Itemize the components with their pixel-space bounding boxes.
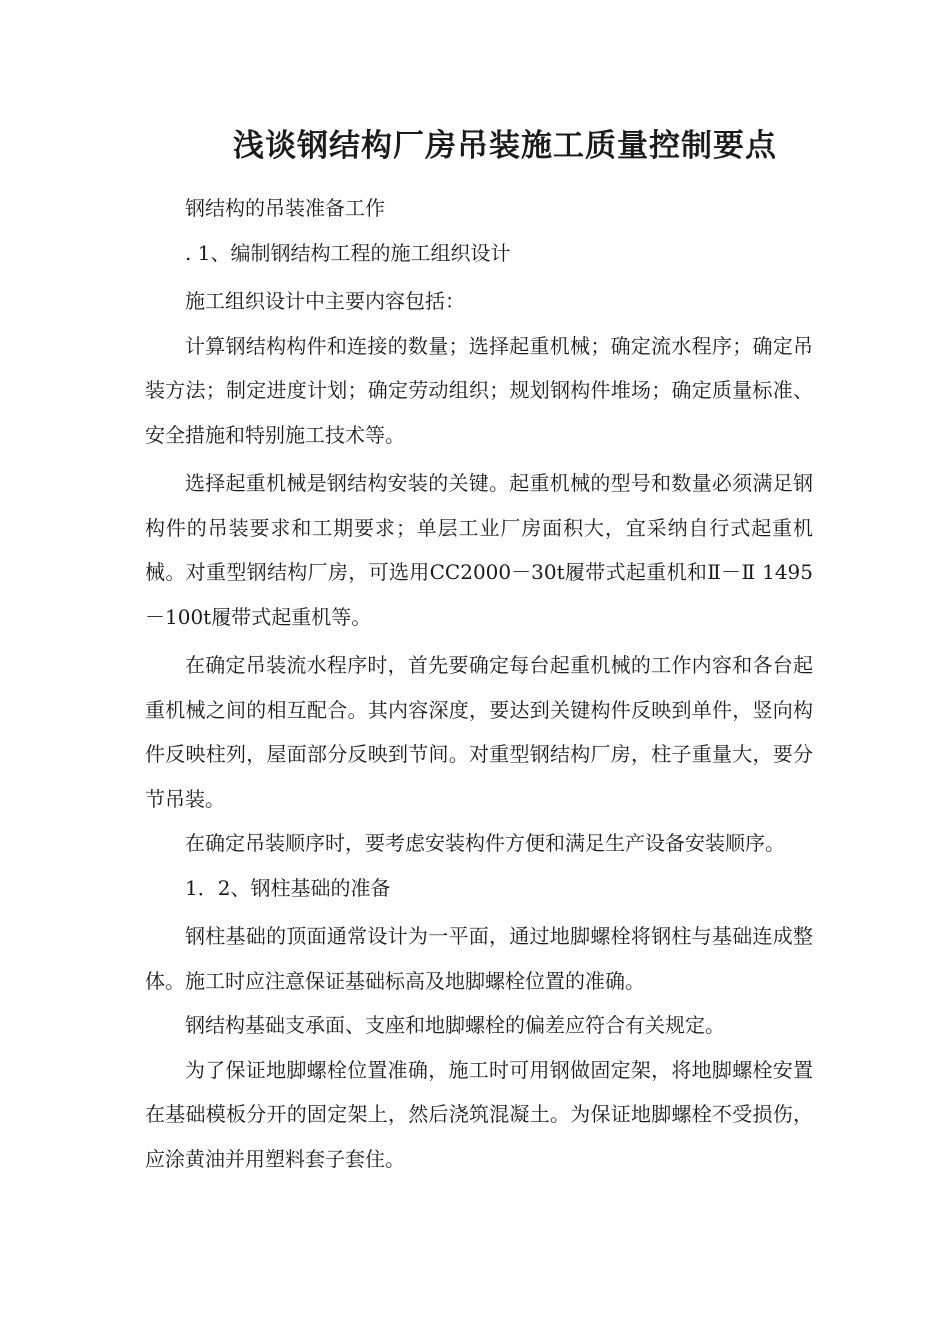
paragraph: 钢结构基础支承面、支座和地脚螺栓的偏差应符合有关规定。: [185, 1013, 725, 1037]
paragraph: 在确定吊装顺序时，要考虑安装构件方便和满足生产设备安装顺序。: [185, 831, 785, 855]
document-body: [145, 186, 813, 1181]
paragraph: 钢柱基础的顶面通常设计为一平面，通过地脚螺栓将钢柱与基础连成整体。施工时应注意保证基础标高及地脚螺栓位置的准确。: [145, 924, 813, 993]
page-title: 浅谈钢结构厂房吊装施工质量控制要点: [233, 128, 777, 164]
paragraph: 在确定吊装流水程序时，首先要确定每台起重机械的工作内容和各台起重机械之间的相互配合。其内容深度，要达到关键构件反映到单件，竖向构件反映柱列，屋面部分反映到节间。对重型钢结构厂房，柱子重量大，要分节吊装。: [145, 653, 813, 811]
paragraph: . 1、编制钢结构工程的施工组织设计: [185, 240, 511, 265]
paragraph: 为了保证地脚螺栓位置准确，施工时可用钢做固定架，将地脚螺栓安置在基础模板分开的固定架上，然后浇筑混凝土。为保证地脚螺栓不受损伤，应涂黄油并用塑料套子套住。: [145, 1057, 813, 1171]
paragraph: 钢结构的吊装准备工作: [185, 196, 385, 220]
paragraph: 选择起重机械是钢结构安装的关键。起重机械的型号和数量必须满足钢构件的吊装要求和工期要求；单层工业厂房面积大，宜采纳自行式起重机械。对重型钢结构厂房，可选用CC2000－30t履带式起重机和Ⅱ－Ⅱ 1495－100t履带式起重机等。: [145, 471, 813, 629]
paragraph: 1．2、钢柱基础的准备: [185, 875, 391, 900]
paragraph: 施工组织设计中主要内容包括：: [185, 289, 465, 313]
paragraph: 计算钢结构构件和连接的数量；选择起重机械；确定流水程序；确定吊装方法；制定进度计划；确定劳动组织；规划钢构件堆场；确定质量标准、安全措施和特别施工技术等。: [145, 333, 813, 447]
